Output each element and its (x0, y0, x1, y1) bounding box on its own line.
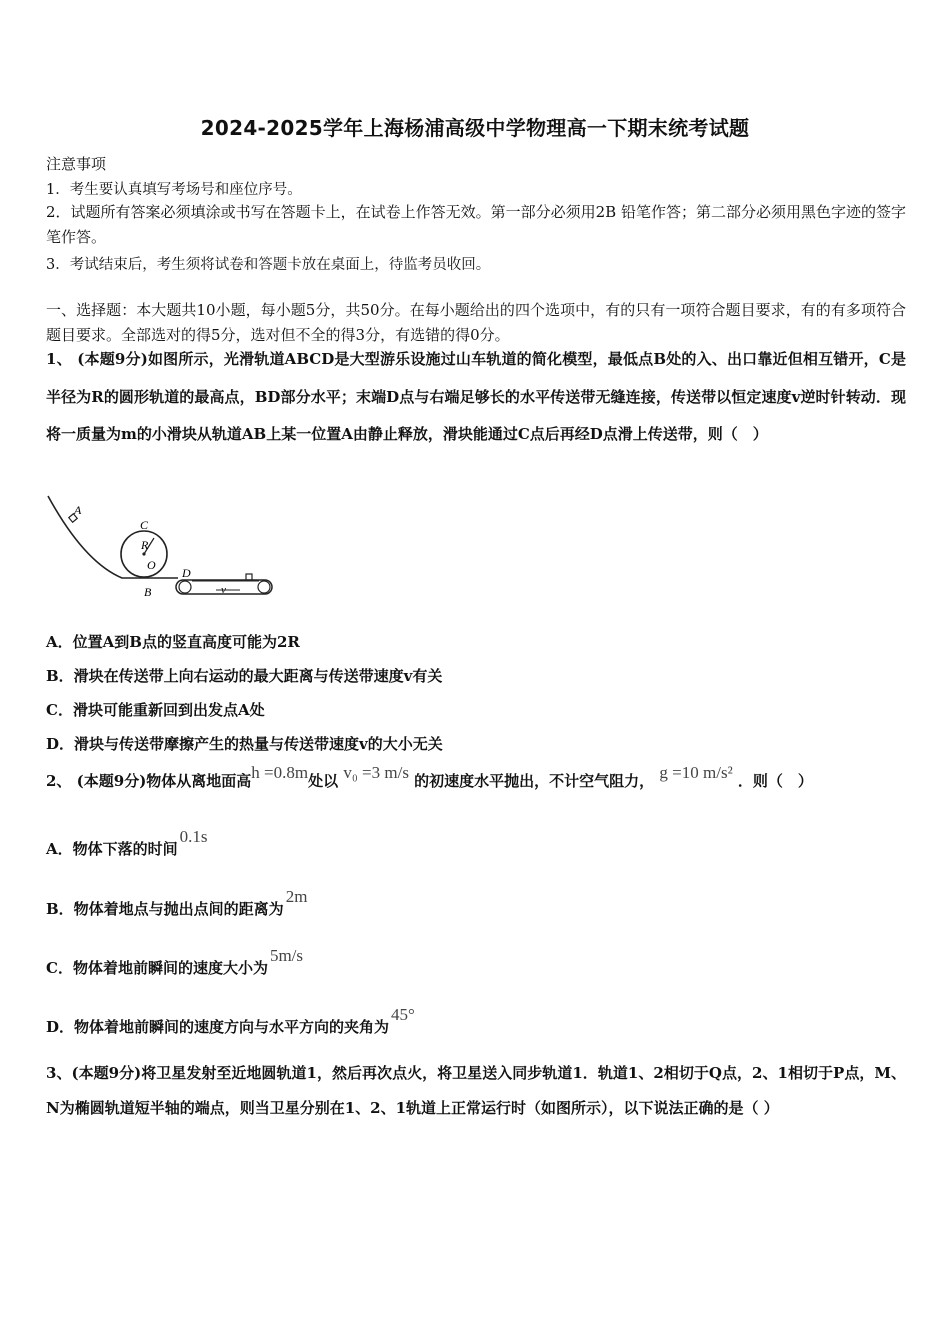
q1-option-b[interactable]: B．滑块在传送带上向右运动的最大距离与传送带速度v有关 (46, 667, 443, 685)
velocity-formula: v₀ =3 m/s (343, 763, 409, 782)
q1-option-d[interactable]: D．滑块与传送带摩擦产生的热量与传送带速度v的大小无关 (46, 735, 443, 753)
notice-item-3: 3．考试结束后，考生须将试卷和答题卡放在桌面上，待监考员收回。 (46, 257, 491, 273)
q2-option-d[interactable]: D．物体着地前瞬间的速度方向与水平方向的夹角为45° (46, 1005, 415, 1036)
section-intro: 一、选择题：本大题共10小题，每小题5分，共50分。在每小题给出的四个选项中，有的只有一项符合题目要求，有的有多项符合题目要求。全部选对的得5分，选对但不全的得3分，有选错的得0分。 (46, 301, 906, 344)
q1-option-a[interactable]: A．位置A到B点的竖直高度可能为2R (46, 633, 300, 651)
page-title: 2024-2025学年上海杨浦高级中学物理高一下期末统考试题 (200, 116, 750, 140)
notice-item-1: 1．考生要认真填写考场号和座位序号。 (46, 182, 302, 198)
label-a: A (74, 503, 82, 517)
notice-item-2: 2．试题所有答案必须填涂或书写在答题卡上，在试卷上作答无效。第一部分必须用2B 铅笔作答；第二部分必须用黑色字迹的签字笔作答。 (46, 203, 906, 246)
question-3-stem: 3、(本题9分)将卫星发射至近地圆轨道1，然后再次点火，将卫星送入同步轨道1．轨道1、2相切于Q点，2、1相切于P点，M、N为椭圆轨道短半轴的端点，则当卫星分别在1、2、1轨道上正常运行时（如图所示），以下说法正确的是（ ） (46, 1064, 906, 1117)
notice-heading: 注意事项 (46, 155, 107, 173)
question-1-stem: 1、 (本题9分)如图所示，光滑轨道ABCD是大型游乐设施过山车轨道的简化模型，最低点B处的入、出口靠近但相互错开，C是半径为R的圆形轨道的最高点，BD部分水平；末端D点与右端足够长的水平传送带无缝连接，传送带以恒定速度v逆时针转动．现将一质量为m的小滑块从轨道AB上某一位置A由静止释放，滑块能通过C点后再经D点滑上传送带，则（ ） (46, 350, 906, 443)
question-2-stem: 2、 (本题9分)物体从离地面高h =0.8m处以 v₀ =3 m/s 的初速度水平抛出，不计空气阻力， g =10 m/s² ．则（ ） (46, 763, 813, 790)
gravity-formula: g =10 m/s² (659, 763, 733, 782)
label-r: R (141, 538, 149, 552)
label-c: C (140, 518, 149, 532)
q2-option-d-value: 45° (391, 1005, 415, 1024)
label-b: B (144, 585, 152, 599)
label-v: v (221, 584, 226, 596)
q2-option-a-value: 0.1s (179, 827, 208, 846)
q1-option-c[interactable]: C．滑块可能重新回到出发点A处 (46, 701, 265, 719)
q2-option-b-value: 2m (285, 887, 308, 906)
roller-coaster-diagram (44, 492, 280, 600)
q2-option-c[interactable]: C．物体着地前瞬间的速度大小为5m/s (46, 946, 304, 977)
height-formula: h =0.8m (251, 763, 309, 782)
q2-option-b[interactable]: B．物体着地点与抛出点间的距离为2m (46, 887, 308, 918)
label-o: O (147, 558, 156, 572)
label-d: D (182, 566, 191, 580)
q2-option-c-value: 5m/s (269, 946, 304, 965)
q2-option-a[interactable]: A．物体下落的时间0.1s (46, 827, 208, 858)
